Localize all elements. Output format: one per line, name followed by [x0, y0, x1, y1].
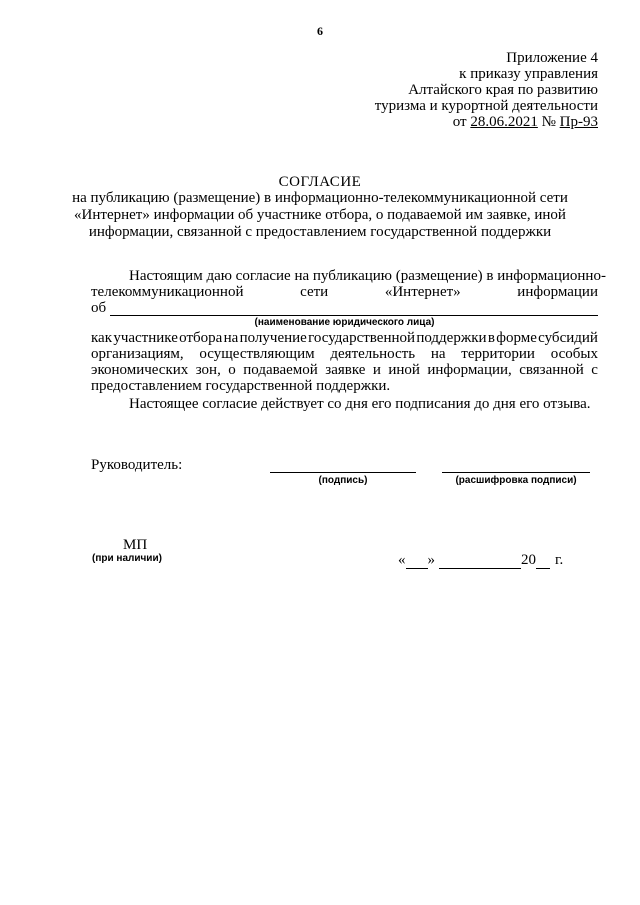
consent-line-2: [91, 284, 598, 300]
appendix-line-4: туризма и курортной деятельности: [374, 98, 598, 114]
order-date: 28.06.2021: [470, 114, 538, 130]
validity-paragraph: [91, 396, 598, 412]
word: сети: [300, 284, 329, 300]
order-number-sign: №: [537, 114, 560, 130]
word: субсидий: [538, 330, 598, 346]
signature-decoding-caption: (расшифровка подписи): [455, 475, 577, 486]
word: участнике: [113, 330, 178, 346]
appendix-line-3: Алтайского края по развитию: [408, 82, 598, 98]
word: поддержки: [416, 330, 487, 346]
consent-line-7: предоставлением государственной поддержки.: [91, 378, 391, 394]
appendix-order-ref: [375, 114, 598, 130]
consent-line-5: [91, 346, 598, 362]
word: телекоммуникационной: [91, 284, 244, 300]
entity-name-line: [91, 300, 598, 316]
consent-intro: [91, 268, 606, 300]
word: отбора: [179, 330, 223, 346]
word: «Интернет»: [384, 284, 461, 300]
document-title: СОГЛАСИЕ: [278, 174, 362, 190]
word: информации,: [427, 362, 512, 378]
consent-paragraph: [91, 330, 598, 394]
consent-line-4: [91, 330, 598, 346]
word: с: [591, 362, 598, 378]
word: форме: [496, 330, 537, 346]
word: связанной: [519, 362, 584, 378]
of-label: об: [91, 300, 107, 316]
year-field[interactable]: [536, 555, 550, 569]
word: особых: [550, 346, 598, 362]
word: деятельность: [330, 346, 416, 362]
year-prefix: 20: [521, 552, 536, 568]
word: как: [91, 330, 113, 346]
head-label: Руководитель:: [91, 457, 183, 473]
word: в: [487, 330, 495, 346]
validity-line: Настоящее согласие действует со дня его подписания до дня его отзыва.: [129, 396, 591, 412]
word: территории: [461, 346, 535, 362]
word: организациям,: [91, 346, 184, 362]
date-line: [398, 552, 563, 569]
word: подаваемой: [243, 362, 318, 378]
month-field[interactable]: [439, 555, 521, 569]
date-open-quote: «: [398, 552, 406, 568]
word: на: [430, 346, 446, 362]
order-number: Пр-93: [559, 114, 598, 130]
signature-decoding-field[interactable]: [442, 471, 590, 473]
order-date-prefix: от: [452, 114, 471, 130]
date-close-quote: »: [427, 552, 435, 568]
stamp-label: МП: [123, 537, 148, 553]
day-field[interactable]: [406, 555, 428, 569]
consent-line-6: [91, 362, 598, 378]
word: информации: [517, 284, 598, 300]
word: осуществляющим: [199, 346, 315, 362]
subtitle-line-1: на публикацию (размещение) в информационно-телекоммуникационной сети: [72, 190, 568, 206]
word: государственной: [308, 330, 416, 346]
document-subtitle: [60, 190, 580, 241]
word: иной: [388, 362, 420, 378]
signature-field[interactable]: [270, 471, 416, 473]
appendix-line-1: Приложение 4: [506, 50, 598, 66]
consent-line-1: Настоящим даю согласие на публикацию (размещение) в информационно-: [129, 268, 606, 284]
word: и: [372, 362, 381, 378]
signature-caption: (подпись): [318, 475, 368, 486]
word: получение: [239, 330, 307, 346]
word: экономических: [91, 362, 189, 378]
appendix-header: [375, 50, 598, 130]
entity-name-field[interactable]: [110, 303, 598, 316]
word: зон,: [195, 362, 221, 378]
word: о: [228, 362, 236, 378]
subtitle-line-2: «Интернет» информации об участнике отбора, о подаваемой им заявке, иной: [74, 207, 566, 223]
stamp-note: (при наличии): [92, 553, 162, 564]
entity-name-caption: (наименование юридического лица): [254, 317, 435, 328]
year-suffix: г.: [555, 552, 564, 568]
subtitle-line-3: информации, связанной с предоставлением государственной поддержки: [88, 224, 552, 240]
word: на: [223, 330, 239, 346]
word: заявке: [325, 362, 366, 378]
appendix-line-2: к приказу управления: [459, 66, 598, 82]
page-number: 6: [317, 24, 323, 38]
